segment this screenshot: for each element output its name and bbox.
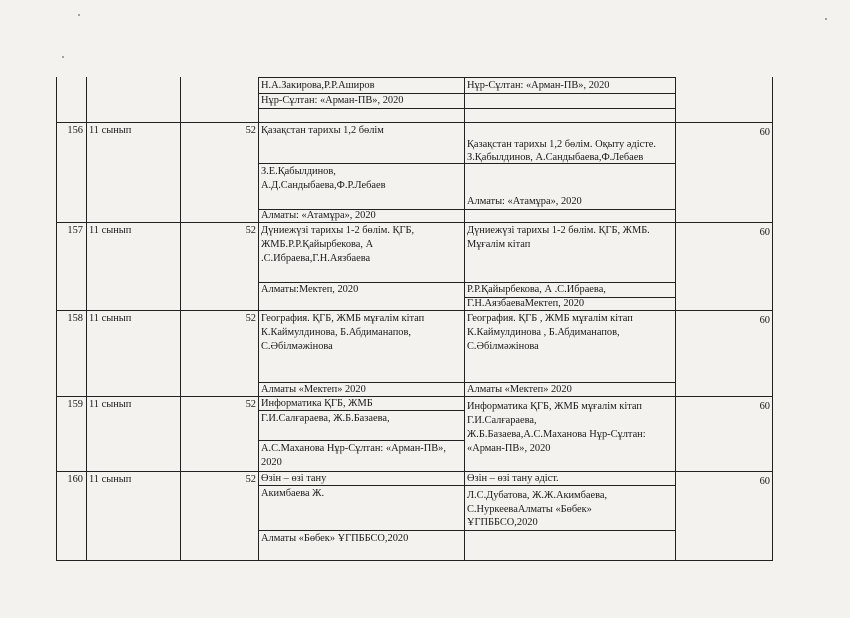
row-number: 160 [67, 474, 83, 485]
textbook-publisher: Алматы «Мектеп» 2020 [261, 384, 366, 395]
grade-cell: 11 сынып [89, 474, 132, 485]
textbook-authors: Г.И.Салғараева, Ж.Б.Базаева, [261, 413, 390, 424]
grade-cell: 11 сынып [89, 399, 132, 410]
count-cell: 60 [759, 227, 770, 238]
teacher-guide-publisher: «Арман-ПВ», 2020 [467, 443, 551, 454]
count-cell: 60 [759, 127, 770, 138]
grade-cell: 11 сынып [89, 313, 132, 324]
teacher-guide-publisher: С.НуркееваАлматы «Бөбек» [467, 504, 592, 515]
teacher-guide-publisher: Алматы «Мектеп» 2020 [467, 384, 572, 395]
row-number: 156 [67, 125, 83, 136]
teacher-guide-title: Информатика ҚГБ, ЖМБ мұғалім кітап [467, 401, 642, 412]
teacher-guide-publisher: Г.Н.АязбаеваМектеп, 2020 [467, 298, 585, 309]
teacher-guide-authors: С.Әбілмәжінова [467, 341, 539, 352]
grade-cell: 11 сынып [89, 225, 132, 236]
teacher-guide-authors: К.Каймулдинова , Б.Абдиманапов, [467, 327, 620, 338]
textbook-authors: З.Е.Қабылдинов, [261, 166, 336, 177]
textbook-authors: .С.Ибраева,Г.Н.Аязбаева [261, 253, 371, 264]
teacher-guide-title: Дүниежүзі тарихы 1-2 бөлім. ҚГБ, ЖМБ. [467, 225, 650, 236]
teacher-guide-authors: Ж.Б.Базаева,А.С.Маханова Нұр-Сұлтан: [467, 429, 646, 440]
row-number: 157 [67, 225, 83, 236]
textbook-publisher: А.С.Маханова Нұр-Сұлтан: «Арман-ПВ», [261, 443, 446, 454]
textbook-publisher: Алматы «Бөбек» ҰГПББСО,2020 [261, 533, 409, 544]
scan-speck [78, 14, 80, 16]
textbook-authors: ЖМБ.Р.Р.Қайырбекова, А [261, 239, 374, 250]
textbook-title: Өзін – өзі тану [261, 473, 327, 484]
count-cell: 60 [759, 476, 770, 487]
teacher-guide-publisher: ҰГПББСО,2020 [467, 517, 538, 528]
publisher-cell: Нұр-Сұлтан: «Арман-ПВ», 2020 [261, 95, 404, 106]
teacher-guide-authors: З.Қабылдинов, А.Сандыбаева,Ф.Лебаев [467, 152, 644, 163]
hours-cell: 52 [245, 313, 256, 324]
grade-cell: 11 сынып [89, 125, 132, 136]
hours-cell: 52 [245, 225, 256, 236]
teacher-guide-title: Өзін – өзі тану әдіст. [467, 473, 559, 484]
hours-cell: 52 [245, 474, 256, 485]
textbook-authors: Акимбаева Ж. [261, 488, 325, 499]
teacher-guide-authors: Л.С.Дубатова, Ж.Ж.Акимбаева, [467, 490, 608, 501]
textbook-title: Дүниежүзі тарихы 1-2 бөлім. ҚГБ, [261, 225, 415, 236]
textbook-authors: С.Әбілмәжінова [261, 341, 333, 352]
textbook-title: Қазақстан тарихы 1,2 бөлім [261, 125, 384, 136]
hours-cell: 52 [245, 399, 256, 410]
teacher-guide-publisher: Алматы: «Атамұра», 2020 [467, 196, 582, 207]
row-number: 159 [67, 399, 83, 410]
textbook-title: Информатика ҚГБ, ЖМБ [261, 398, 373, 409]
textbook-publisher: Алматы: «Атамұра», 2020 [261, 210, 376, 221]
textbook-authors: К.Каймулдинова, Б.Абдиманапов, [261, 327, 411, 338]
row-number: 158 [67, 313, 83, 324]
teacher-guide-authors: Г.И.Салғараева, [467, 415, 537, 426]
count-cell: 60 [759, 315, 770, 326]
hours-cell: 52 [245, 125, 256, 136]
author-cell: Н.А.Закирова,Р.Р.Аширов [261, 80, 375, 91]
teacher-guide-title: Мұғалім кітап [467, 239, 531, 250]
textbook-title: География. ҚГБ, ЖМБ мұғалім кітап [261, 313, 425, 324]
textbook-authors: А.Д.Сандыбаева,Ф.Р.Лебаев [261, 180, 386, 191]
textbook-publisher: Алматы:Мектеп, 2020 [261, 284, 359, 295]
teacher-guide-title: Қазақстан тарихы 1,2 бөлім. Оқыту әдісте. [467, 139, 656, 150]
publisher-cell: Нұр-Сұлтан: «Арман-ПВ», 2020 [467, 80, 610, 91]
scan-speck [62, 56, 64, 58]
count-cell: 60 [759, 401, 770, 412]
textbook-publisher: 2020 [261, 457, 282, 468]
scan-speck [825, 18, 827, 20]
teacher-guide-title: География. ҚГБ , ЖМБ мұғалім кітап [467, 313, 633, 324]
teacher-guide-authors: Р.Р.Қайырбекова, А .С.Ибраева, [467, 284, 606, 295]
